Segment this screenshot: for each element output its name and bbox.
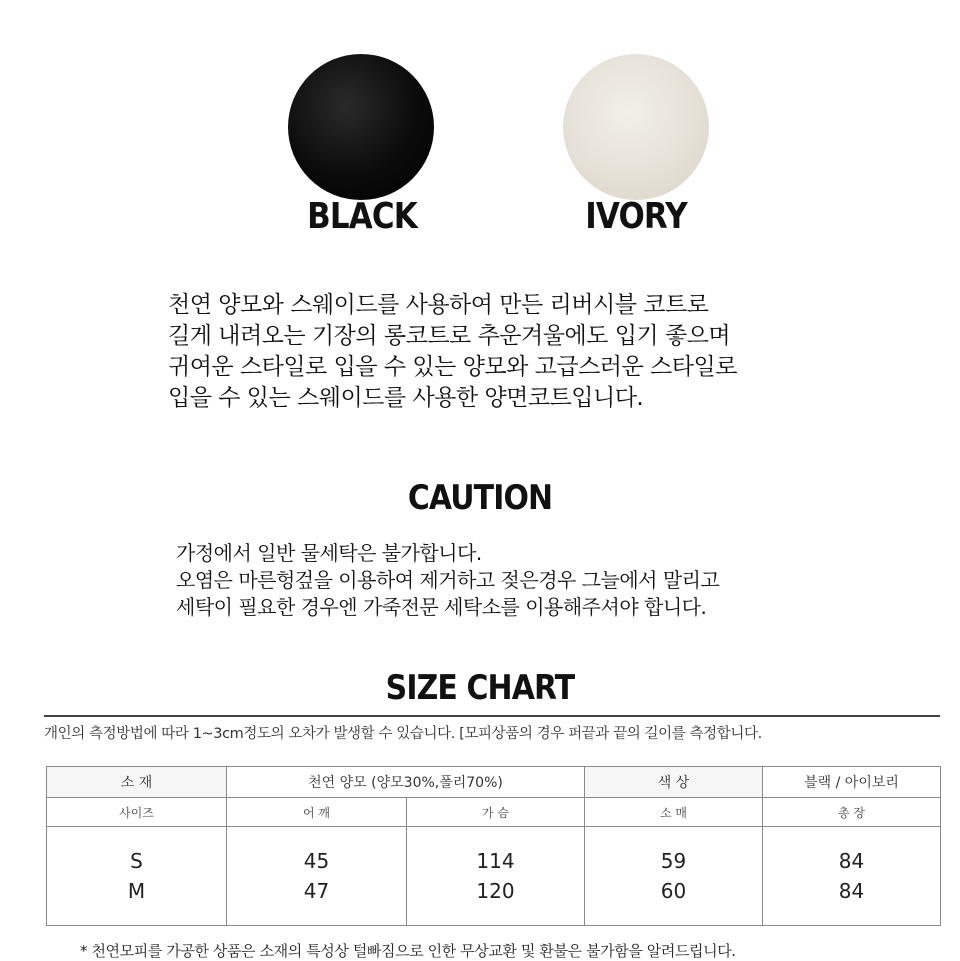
fur-footnote: * 천연모피를 가공한 상품은 소재의 특성상 털빠짐으로 인한 무상교환 및 환불은 불가함을 알려드립니다. [80, 942, 736, 960]
description-line: 귀여운 스타일로 입을 수 있는 양모와 고급스러운 스타일로 [168, 354, 737, 380]
table-values-row [47, 827, 941, 926]
caution-line: 세탁이 필요한 경우엔 가죽전문 세탁소를 이용해주셔야 합니다. [176, 595, 707, 619]
length-m: 84 [838, 879, 865, 903]
product-description [168, 290, 848, 414]
length-s: 84 [838, 849, 865, 873]
shoulder-s: 45 [303, 849, 330, 873]
ivory-label: IVORY [585, 196, 687, 237]
caution-line: 가정에서 일반 물세탁은 불가합니다. [176, 541, 482, 565]
length-cell [763, 827, 941, 926]
color-label: 색 상 [585, 767, 763, 798]
divider [44, 715, 940, 717]
chest-s: 114 [476, 849, 515, 873]
sleeve-cell [585, 827, 763, 926]
size-m: M [127, 879, 146, 903]
header-shoulder: 어 깨 [227, 798, 407, 827]
header-chest: 가 슴 [407, 798, 585, 827]
header-size: 사이즈 [47, 798, 227, 827]
material-row [47, 767, 941, 798]
size-table [46, 766, 941, 926]
size-cell [47, 827, 227, 926]
description-line: 입을 수 있는 스웨이드를 사용한 양면코트입니다. [168, 385, 644, 411]
ivory-color-swatch [563, 54, 709, 200]
shoulder-cell [227, 827, 407, 926]
size-chart-title: SIZE CHART [385, 668, 575, 708]
sleeve-m: 60 [660, 879, 687, 903]
header-sleeve: 소 매 [585, 798, 763, 827]
chest-m: 120 [476, 879, 515, 903]
color-value: 블랙 / 아이보리 [763, 767, 941, 798]
caution-title: CAUTION [407, 478, 553, 518]
description-line: 천연 양모와 스웨이드를 사용하여 만든 리버시블 코트로 [168, 292, 709, 318]
caution-line: 오염은 마른헝겊을 이용하여 제거하고 젖은경우 그늘에서 말리고 [176, 568, 720, 592]
sleeve-s: 59 [660, 849, 687, 873]
black-color-swatch [288, 54, 434, 200]
description-line: 길게 내려오는 기장의 롱코트로 추운겨울에도 입기 좋으며 [168, 323, 731, 349]
measurement-note: 개인의 측정방법에 따라 1~3cm정도의 오차가 발생할 수 있습니다. [모피상품의 경우 퍼끝과 끝의 길이를 측정합니다. [44, 726, 762, 742]
black-label: BLACK [307, 196, 417, 237]
header-length: 총 장 [763, 798, 941, 827]
caution-text [176, 540, 876, 621]
shoulder-m: 47 [303, 879, 330, 903]
chest-cell [407, 827, 585, 926]
table-header-row [47, 798, 941, 827]
material-label: 소 재 [47, 767, 227, 798]
size-s: S [130, 849, 143, 873]
material-value: 천연 양모 (양모30%,폴리70%) [227, 767, 585, 798]
